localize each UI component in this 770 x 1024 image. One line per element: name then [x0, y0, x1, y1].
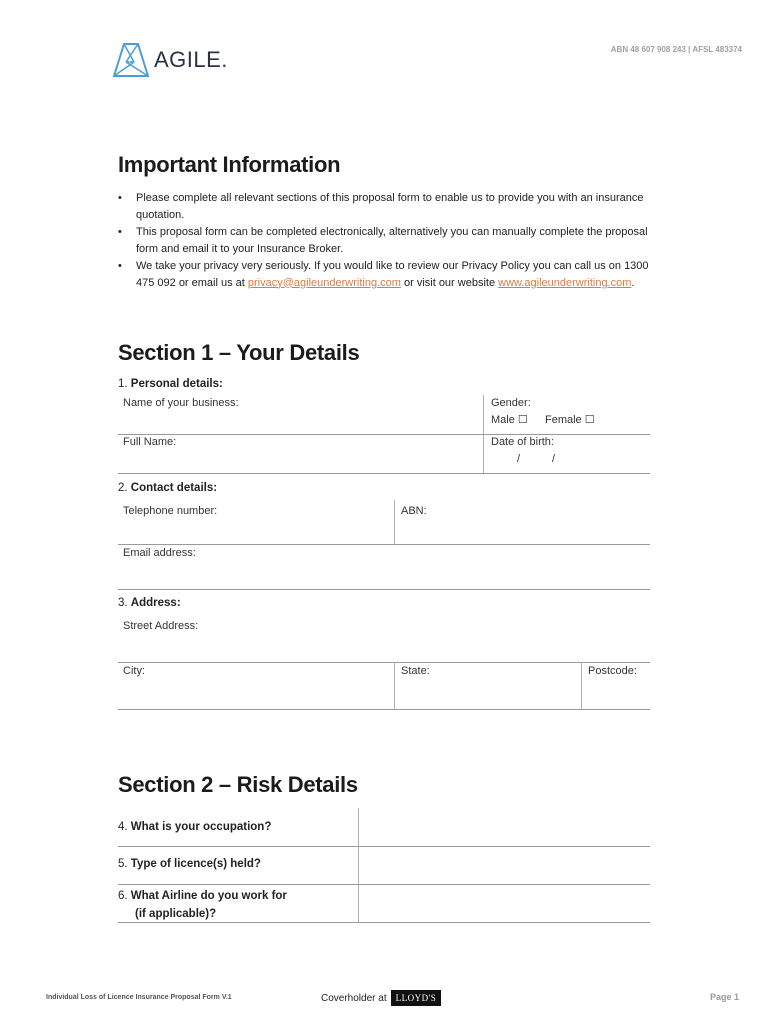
important-info-list: [118, 190, 658, 292]
city-field[interactable]: City:: [123, 665, 145, 677]
info-bullet-1: • Please complete all relevant sections of this proposal form to enable us to provide you with an insurance quotation.: [118, 190, 658, 223]
info-bullet-3: • We take your privacy very seriously. If you would like to review our Privacy Policy you can call us on 1300 475 092 or email us at privacy@agileunderwriting.com or visit our website www.agileunderwriting.com.: [118, 260, 649, 289]
page-number: Page 1: [709, 992, 739, 1002]
privacy-email-link[interactable]: privacy@agileunderwriting.com: [247, 276, 401, 289]
question-2: [118, 482, 217, 494]
agile-logo: [112, 42, 242, 78]
q6-label-line1: What Airline do you work for: [130, 890, 287, 902]
divider: [118, 846, 650, 847]
q4-number: 4.: [118, 821, 128, 833]
question-3: [118, 597, 181, 609]
info-bullet-3-mid: or visit our website: [400, 276, 499, 289]
airline-input[interactable]: [360, 886, 650, 922]
divider: [118, 473, 650, 474]
divider: [581, 662, 582, 709]
section-2-title: Section 2 – Risk Details: [118, 772, 358, 797]
q6-number: 6.: [118, 890, 128, 902]
question-5: [118, 858, 261, 870]
divider: [118, 662, 650, 663]
licence-type-input[interactable]: [360, 848, 650, 884]
q4-label: What is your occupation?: [130, 821, 272, 833]
abn-afsl-text: ABN 48 607 908 243 | AFSL 483374: [610, 45, 742, 54]
street-address-field[interactable]: Street Address:: [123, 620, 199, 632]
q5-number: 5.: [118, 858, 128, 870]
gender-male-checkbox[interactable]: Male ☐: [491, 414, 528, 426]
coverholder-text: Coverholder at: [321, 992, 387, 1004]
email-field[interactable]: Email address:: [123, 547, 196, 559]
divider: [118, 709, 650, 710]
divider: [118, 544, 650, 545]
q1-number: 1.: [118, 378, 128, 390]
occupation-input[interactable]: [360, 810, 650, 846]
divider: [394, 662, 395, 709]
lloyds-logo: LLOYD'S: [391, 990, 442, 1006]
section-1-title: Section 1 – Your Details: [118, 340, 360, 365]
info-bullet-1-text: Please complete all relevant sections of this proposal form to enable us to provide you with an insurance quotation.: [136, 192, 644, 221]
business-name-field[interactable]: Name of your business:: [123, 397, 239, 409]
question-1: [118, 378, 223, 390]
logo-text: AGILE.: [154, 47, 228, 72]
divider: [394, 500, 395, 544]
form-title-footer: Individual Loss of Licence Insurance Proposal Form V.1: [46, 994, 232, 1001]
q2-label: Contact details:: [130, 482, 218, 494]
postcode-field[interactable]: Postcode:: [588, 665, 637, 677]
info-bullet-3-text: We take your privacy very seriously. If you would like to review our Privacy Policy you can call us on 1300 475 092 or email us at: [136, 260, 649, 289]
question-6: [118, 887, 287, 923]
telephone-field[interactable]: Telephone number:: [123, 505, 218, 517]
q1-label: Personal details:: [130, 378, 223, 390]
q2-number: 2.: [118, 482, 128, 494]
important-info-title: Important Information: [118, 152, 341, 177]
gender-female-checkbox[interactable]: Female ☐: [545, 414, 595, 426]
divider: [118, 434, 650, 435]
q3-number: 3.: [118, 597, 128, 609]
dob-separator: /: [552, 453, 556, 465]
q6-label-line2: (if applicable)?: [135, 908, 217, 920]
dob-separator: /: [517, 453, 521, 465]
divider: [358, 808, 359, 922]
info-bullet-2-text: This proposal form can be completed electronically, alternatively you can manually complete the proposal form and email it to your Insurance Broker.: [136, 226, 648, 255]
coverholder-badge: [321, 990, 441, 1006]
date-of-birth-field[interactable]: Date of birth:: [491, 436, 554, 448]
full-name-field[interactable]: Full Name:: [123, 436, 177, 448]
state-field[interactable]: State:: [401, 665, 430, 677]
agile-logo-icon: [112, 42, 150, 78]
info-bullet-2: • This proposal form can be completed electronically, alternatively you can manually complete the proposal form and email it to your Insurance Broker.: [118, 224, 658, 257]
q5-label: Type of licence(s) held?: [130, 858, 261, 870]
divider: [118, 922, 650, 923]
abn-field[interactable]: ABN:: [401, 505, 427, 517]
gender-label: Gender:: [491, 397, 531, 409]
question-4: [118, 821, 271, 833]
q3-label: Address:: [130, 597, 181, 609]
divider: [118, 884, 650, 885]
info-bullet-3-end: .: [631, 276, 635, 289]
website-link[interactable]: www.agileunderwriting.com: [498, 276, 632, 289]
divider: [118, 589, 650, 590]
